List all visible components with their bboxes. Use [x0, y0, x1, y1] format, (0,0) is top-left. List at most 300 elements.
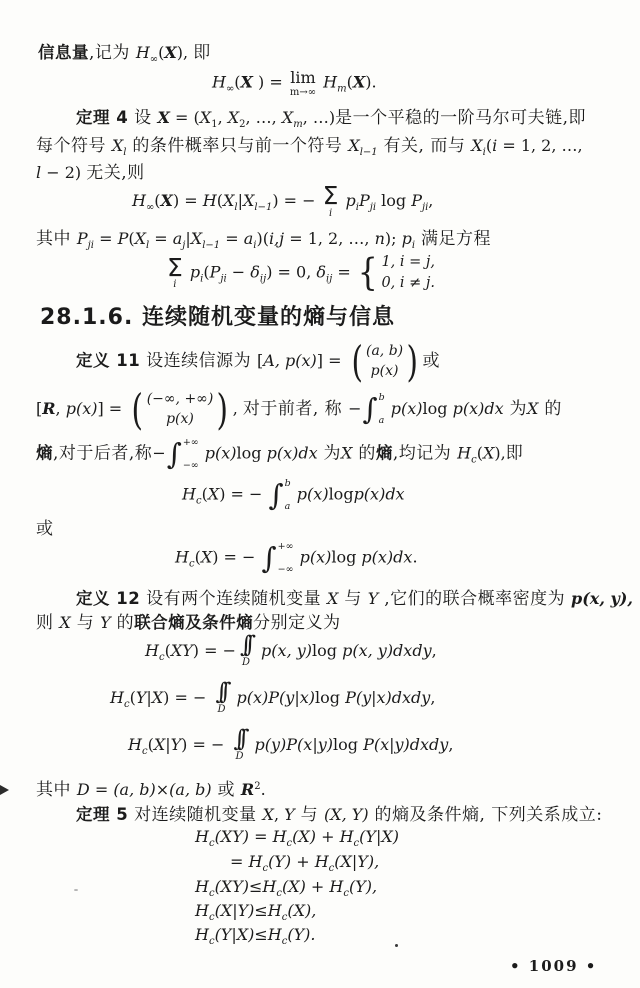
text-run: (Y), — [348, 877, 378, 896]
text-run: m — [337, 83, 347, 95]
operator-limit: D — [217, 703, 226, 715]
text-run: c — [281, 912, 288, 923]
open-paren: ( — [351, 336, 363, 386]
text-run: 定义 11 — [76, 350, 141, 370]
section-heading — [40, 300, 395, 331]
text-run: p — [340, 190, 356, 210]
text-run: i — [492, 136, 498, 155]
text-run: ( — [201, 484, 208, 504]
text-run: Y — [284, 805, 295, 824]
para-theorem5 — [76, 800, 603, 825]
eq-markov-entropy — [132, 181, 434, 219]
text-run: H — [175, 547, 189, 567]
text-run: 2 — [254, 781, 261, 792]
text-run: δ — [250, 262, 260, 282]
text-run: l−1 — [254, 201, 273, 213]
text-run: n — [374, 229, 385, 248]
text-run: p — [401, 229, 412, 248]
text-run: p(x) — [294, 547, 332, 567]
operator-symbol: Σ — [322, 181, 339, 210]
text-run: (X) + H — [281, 877, 344, 896]
text-run: p(x)P(y|x) — [231, 687, 315, 707]
text-run: i,j — [268, 229, 285, 248]
text-run: 对于前者, 称 — [242, 398, 349, 419]
text-run: , — [273, 805, 285, 824]
text-run: X — [341, 443, 353, 463]
text-run: | — [237, 190, 243, 210]
operator-symbol: ∫∫ — [215, 679, 224, 705]
text-run: X — [151, 687, 164, 707]
text-run: P — [76, 229, 88, 248]
double-integral — [231, 726, 247, 762]
text-run: (XY) = H — [214, 827, 287, 846]
eq-cond-entropy-x-given-y — [128, 726, 454, 762]
text-run: X — [281, 108, 294, 127]
text-run: 其中 — [36, 229, 77, 249]
text-run: X — [482, 443, 495, 463]
text-run: 即 — [505, 443, 524, 464]
text-run: ( — [203, 262, 210, 282]
text-run: H — [262, 877, 277, 896]
text-run: p(x) — [291, 484, 329, 504]
integral-sign: ∫ — [166, 436, 182, 471]
text-run: 则 — [36, 613, 60, 633]
text-run: l — [145, 240, 150, 251]
text-run: ≤ — [249, 877, 263, 896]
text-run: 信息量 — [38, 43, 89, 62]
text-run: (X|Y), — [334, 852, 380, 871]
text-run: 熵 — [375, 443, 393, 463]
text-run: H — [267, 901, 282, 920]
text-run: i — [355, 201, 359, 213]
text-run: H — [202, 190, 217, 210]
text-run: [ — [36, 398, 43, 418]
eq-theorem5-4 — [195, 901, 316, 923]
case-row: 0, i ≠ j. — [381, 275, 435, 292]
close-paren: ) — [216, 384, 229, 434]
para-theorem4-line1 — [76, 103, 586, 130]
text-run: X — [471, 136, 483, 155]
matrix-row: (−∞, +∞) — [146, 391, 214, 407]
text-run: log — [314, 687, 346, 707]
scan-artifact-margin-mark — [0, 785, 9, 795]
source-matrix — [129, 384, 230, 434]
text-run: 或 — [36, 519, 54, 539]
text-run: p(x) — [199, 443, 237, 463]
text-run: H — [132, 190, 146, 210]
text-run: ). — [365, 72, 377, 92]
text-run: ) = − — [219, 484, 268, 504]
text-run: ) = — [172, 190, 203, 210]
text-run: H — [195, 901, 209, 920]
matrix-row: p(x) — [370, 363, 399, 380]
eq-theorem5-3 — [195, 877, 377, 899]
text-run: i — [200, 273, 204, 285]
text-run: [ — [257, 350, 264, 370]
text-run: X — [240, 72, 253, 92]
text-run: 设连续信源为 — [140, 350, 258, 371]
text-run: X — [200, 547, 213, 567]
integral-lower-limit: −∞ — [277, 563, 294, 575]
text-run: a — [243, 229, 254, 248]
text-run: . — [412, 547, 418, 567]
text-run: = — [89, 780, 114, 799]
text-run: H — [195, 827, 209, 846]
text-run: (X), — [287, 901, 317, 920]
text-run: 设有两个连续随机变量 — [140, 589, 328, 609]
text-run: log — [376, 190, 412, 210]
text-run: ≤ — [254, 925, 268, 944]
para-domain — [36, 775, 266, 800]
text-run: 设 — [128, 108, 158, 128]
para-theorem4-line3 — [36, 158, 145, 183]
text-run: 的条件概率只与前一个符号 — [126, 136, 349, 156]
text-run: X — [327, 589, 339, 608]
text-run: H — [135, 43, 150, 62]
text-run: p(x, y)dxdy — [342, 640, 432, 660]
text-run: c — [158, 651, 165, 663]
text-run: p(x) — [65, 398, 98, 418]
text-run: ( — [158, 43, 165, 62]
text-run: 的 — [110, 613, 135, 633]
text-run: ij — [326, 273, 333, 285]
text-run: ( — [194, 547, 201, 567]
integral-sign: ∫ — [362, 391, 378, 426]
text-run: H — [182, 484, 196, 504]
text-run: XY — [170, 640, 193, 660]
text-run: P — [411, 190, 422, 210]
text-run: (Y|X) — [359, 827, 399, 846]
text-run: c — [281, 936, 288, 947]
text-run: 其中 — [36, 780, 77, 800]
text-run: − — [348, 398, 362, 418]
text-run: H — [267, 925, 282, 944]
text-run: ji — [421, 201, 429, 213]
text-run: 每个符号 — [36, 136, 112, 156]
integral-upper-limit: +∞ — [277, 541, 294, 552]
text-run: c — [208, 912, 215, 923]
text-run: ( — [216, 190, 223, 210]
text-run: 定义 12 — [76, 589, 141, 608]
para-or — [36, 514, 54, 539]
page-number: • 1009 • — [510, 957, 598, 975]
text-run: , — [232, 398, 243, 418]
operator-limit: D — [241, 656, 250, 668]
operator-symbol: lim — [290, 68, 316, 87]
operator-limit: D — [235, 750, 244, 762]
matrix-row: p(x) — [166, 411, 194, 428]
text-run: = — [220, 229, 244, 248]
text-run: 有关, 而与 — [377, 136, 472, 156]
text-run: Y — [170, 734, 182, 754]
text-run: P — [358, 190, 370, 210]
text-run: 满足方程 — [415, 229, 491, 249]
text-run: X — [59, 613, 71, 632]
text-run: = 1, 2, …, — [497, 136, 583, 155]
text-run: c — [208, 888, 215, 899]
text-run: 与 — [294, 805, 324, 825]
text-run: × — [155, 780, 170, 799]
text-run: X — [134, 229, 146, 248]
text-run: ) = − — [181, 734, 230, 754]
text-run: 与 — [338, 589, 368, 609]
eq-theorem5-1 — [195, 827, 399, 849]
text-run: . — [260, 780, 266, 799]
text-run: ( — [164, 640, 171, 660]
integral-sign: ∫ — [261, 540, 277, 575]
text-run: Y — [367, 589, 379, 608]
text-run: ji — [369, 201, 377, 213]
text-run: (X) + H — [292, 827, 354, 846]
text-run: l−1 — [202, 240, 221, 251]
text-run: , — [428, 190, 434, 210]
text-run: 的 — [352, 443, 376, 464]
matrix-row: (a, b) — [365, 343, 404, 359]
text-run: a — [172, 229, 183, 248]
text-run: ji — [220, 273, 227, 285]
text-run: = — [149, 229, 173, 248]
text-run: X — [348, 136, 360, 155]
eq-stationary-condition — [165, 252, 435, 294]
text-run: − 2) — [41, 163, 87, 182]
text-run: (a, b) — [113, 780, 156, 799]
text-run: X — [207, 484, 220, 504]
text-run: ( — [476, 443, 483, 463]
text-run: H — [318, 72, 338, 92]
text-run: ) = − — [212, 547, 261, 567]
text-run: p(x, y) — [255, 640, 313, 660]
text-run: , …) — [302, 108, 336, 127]
text-run: 28.1.6. 连续随机变量的熵与信息 — [40, 305, 395, 330]
text-run: X — [223, 190, 235, 210]
operator-symbol: ∫∫ — [240, 632, 248, 658]
text-run: ( — [154, 190, 161, 210]
text-run: ,对于后者,称 — [53, 443, 153, 464]
text-run: ,均记为 — [392, 443, 458, 464]
text-run: ( — [346, 72, 353, 92]
text-run: 为 — [503, 398, 528, 419]
text-run: X — [153, 734, 166, 754]
text-run: log — [236, 443, 267, 463]
text-run: (XY) — [214, 877, 249, 896]
text-run: log — [328, 484, 354, 504]
text-run: = — [93, 229, 118, 248]
text-run: ∞ — [225, 83, 235, 95]
operator-limit: i — [173, 279, 177, 291]
text-run: , — [430, 687, 436, 707]
text-run: i — [411, 240, 416, 251]
text-run: c — [123, 698, 130, 710]
para-info-measure — [38, 38, 211, 65]
para-def11-line3 — [36, 438, 523, 470]
text-run: P(y|x)dxdy — [345, 687, 431, 707]
operator-symbol: Σ — [167, 252, 183, 282]
close-paren: ) — [406, 336, 419, 386]
text-run: c — [195, 495, 202, 507]
text-run: − — [152, 443, 166, 463]
para-def11-line2 — [36, 384, 562, 434]
text-run: 联合熵及条件熵 — [134, 613, 254, 632]
text-run: 的 — [538, 398, 562, 419]
para-def11-line1 — [76, 336, 441, 386]
text-run: ( — [485, 136, 493, 155]
case-row: 1, i = j, — [381, 254, 435, 270]
text-run: l — [123, 147, 127, 158]
text-run: log — [312, 640, 343, 660]
source-matrix — [349, 336, 421, 386]
eq-theorem5-5 — [195, 925, 316, 947]
text-run: (Y). — [287, 925, 316, 944]
text-run: j — [182, 240, 186, 251]
text-run: log — [333, 734, 364, 754]
text-run: p(x)dx — [266, 443, 318, 463]
text-run: ] = — [97, 398, 128, 418]
text-run: ) = − — [192, 640, 236, 660]
text-run: Y — [135, 687, 147, 707]
text-run: p(x)dx — [361, 547, 413, 567]
text-run: , — [55, 398, 66, 418]
text-run: , — [217, 108, 228, 127]
text-run: i — [482, 147, 486, 158]
text-run: ) = 0, — [266, 262, 317, 282]
text-run: ) = — [252, 72, 288, 92]
text-run: A, p(x) — [263, 350, 317, 370]
text-run: 或 — [422, 350, 441, 371]
text-run: ); — [384, 229, 402, 248]
text-run: , — [431, 640, 437, 660]
text-run: c — [262, 863, 269, 874]
text-run: 为 — [317, 443, 342, 464]
text-run: c — [208, 936, 215, 947]
text-run: 与 — [70, 613, 101, 633]
text-run: P — [117, 229, 129, 248]
text-run: ( — [234, 72, 241, 92]
text-run: H — [145, 640, 159, 660]
text-run: 是一个平稳的一阶马尔可夫链,即 — [335, 108, 587, 128]
text-run: ∞ — [145, 201, 155, 213]
text-run: (Y) + H — [268, 852, 329, 871]
limit-operator — [290, 68, 316, 98]
text-run: | — [146, 687, 152, 707]
integral-upper-limit: b — [284, 478, 291, 489]
text-run: X — [157, 108, 170, 127]
text-run: = 1, 2, …, — [284, 229, 375, 248]
text-run: c — [208, 838, 215, 849]
text-run: ) = − — [163, 687, 212, 707]
double-integral — [213, 679, 229, 715]
integral — [269, 479, 291, 511]
operator-symbol: ∫∫ — [233, 726, 242, 752]
text-run: ( — [129, 687, 136, 707]
text-run: H — [110, 687, 124, 707]
text-run: 即 — [193, 43, 211, 63]
text-run: H — [128, 734, 142, 754]
operator-limit: i — [328, 207, 333, 219]
text-run: p(x)dx — [452, 398, 504, 418]
text-run: log — [422, 398, 453, 418]
text-run: 1 — [211, 119, 218, 130]
eq-theorem5-2 — [230, 852, 379, 874]
cases-brace: { — [357, 251, 378, 295]
text-run: ji — [87, 240, 94, 251]
double-integral — [238, 632, 254, 668]
text-run: p(x)dx — [353, 484, 405, 504]
sum-operator — [322, 181, 339, 219]
text-run: , …, — [245, 108, 282, 127]
text-run: 或 — [211, 780, 241, 800]
text-run: (X, Y) — [323, 805, 369, 824]
eq-joint-entropy — [145, 632, 437, 668]
text-run: | — [185, 229, 191, 248]
text-run: H — [212, 72, 226, 92]
integral — [262, 542, 294, 574]
eq-entropy-infinite — [175, 542, 418, 574]
text-run: (a, b) — [169, 780, 212, 799]
text-run: c — [471, 454, 477, 466]
text-run: H — [457, 443, 472, 463]
text-run: D — [76, 780, 90, 799]
text-run: ∞ — [149, 54, 159, 65]
text-run: X — [227, 108, 240, 127]
text-run: 2 — [239, 119, 246, 130]
text-run: = H — [230, 852, 263, 871]
text-run: c — [328, 863, 335, 874]
integral-lower-limit: a — [284, 500, 291, 512]
operator-limit: m→∞ — [289, 87, 317, 98]
text-run: X — [242, 190, 255, 210]
text-run: 对连续随机变量 — [128, 805, 263, 825]
scan-speck — [74, 889, 78, 891]
text-run: = — [332, 262, 356, 282]
text-run: 无关,则 — [86, 163, 145, 183]
text-run: p — [184, 262, 201, 282]
text-run: ≤ — [254, 901, 268, 920]
text-run: 定理 5 — [76, 805, 129, 824]
para-def12-line1 — [76, 584, 633, 609]
text-run: p(x, y), — [571, 589, 633, 608]
text-run: 分别定义为 — [253, 613, 341, 633]
text-run: (X|Y) — [214, 901, 255, 920]
text-run: (Y|X) — [214, 925, 255, 944]
para-def12-line2 — [36, 608, 341, 633]
open-paren: ( — [131, 384, 144, 434]
text-run: δ — [316, 262, 326, 282]
scan-speck — [395, 944, 398, 947]
text-run: X — [164, 43, 177, 62]
text-run: ), — [494, 443, 506, 463]
eq-entropy-finite — [182, 479, 405, 511]
text-run: X — [111, 136, 124, 155]
integral — [362, 393, 384, 425]
text-run: H — [195, 925, 209, 944]
text-run: X — [190, 229, 203, 248]
integral-upper-limit: +∞ — [182, 437, 199, 448]
sum-operator — [167, 252, 183, 291]
para-transition-prob — [36, 224, 491, 251]
text-run: P(x|y)dxdy — [363, 734, 449, 754]
text-run: 定理 4 — [76, 108, 129, 127]
text-run: X — [527, 398, 539, 418]
text-run: | — [165, 734, 171, 754]
text-run: X — [199, 108, 212, 127]
text-run: m — [293, 119, 303, 130]
text-run: l — [234, 201, 238, 213]
text-run: H — [195, 877, 209, 896]
integral — [167, 438, 199, 470]
text-run: c — [188, 558, 195, 570]
text-run: ,它们的联合概率密度为 — [378, 589, 572, 609]
text-run: 的熵及条件熵, 下列关系成立: — [368, 805, 603, 825]
